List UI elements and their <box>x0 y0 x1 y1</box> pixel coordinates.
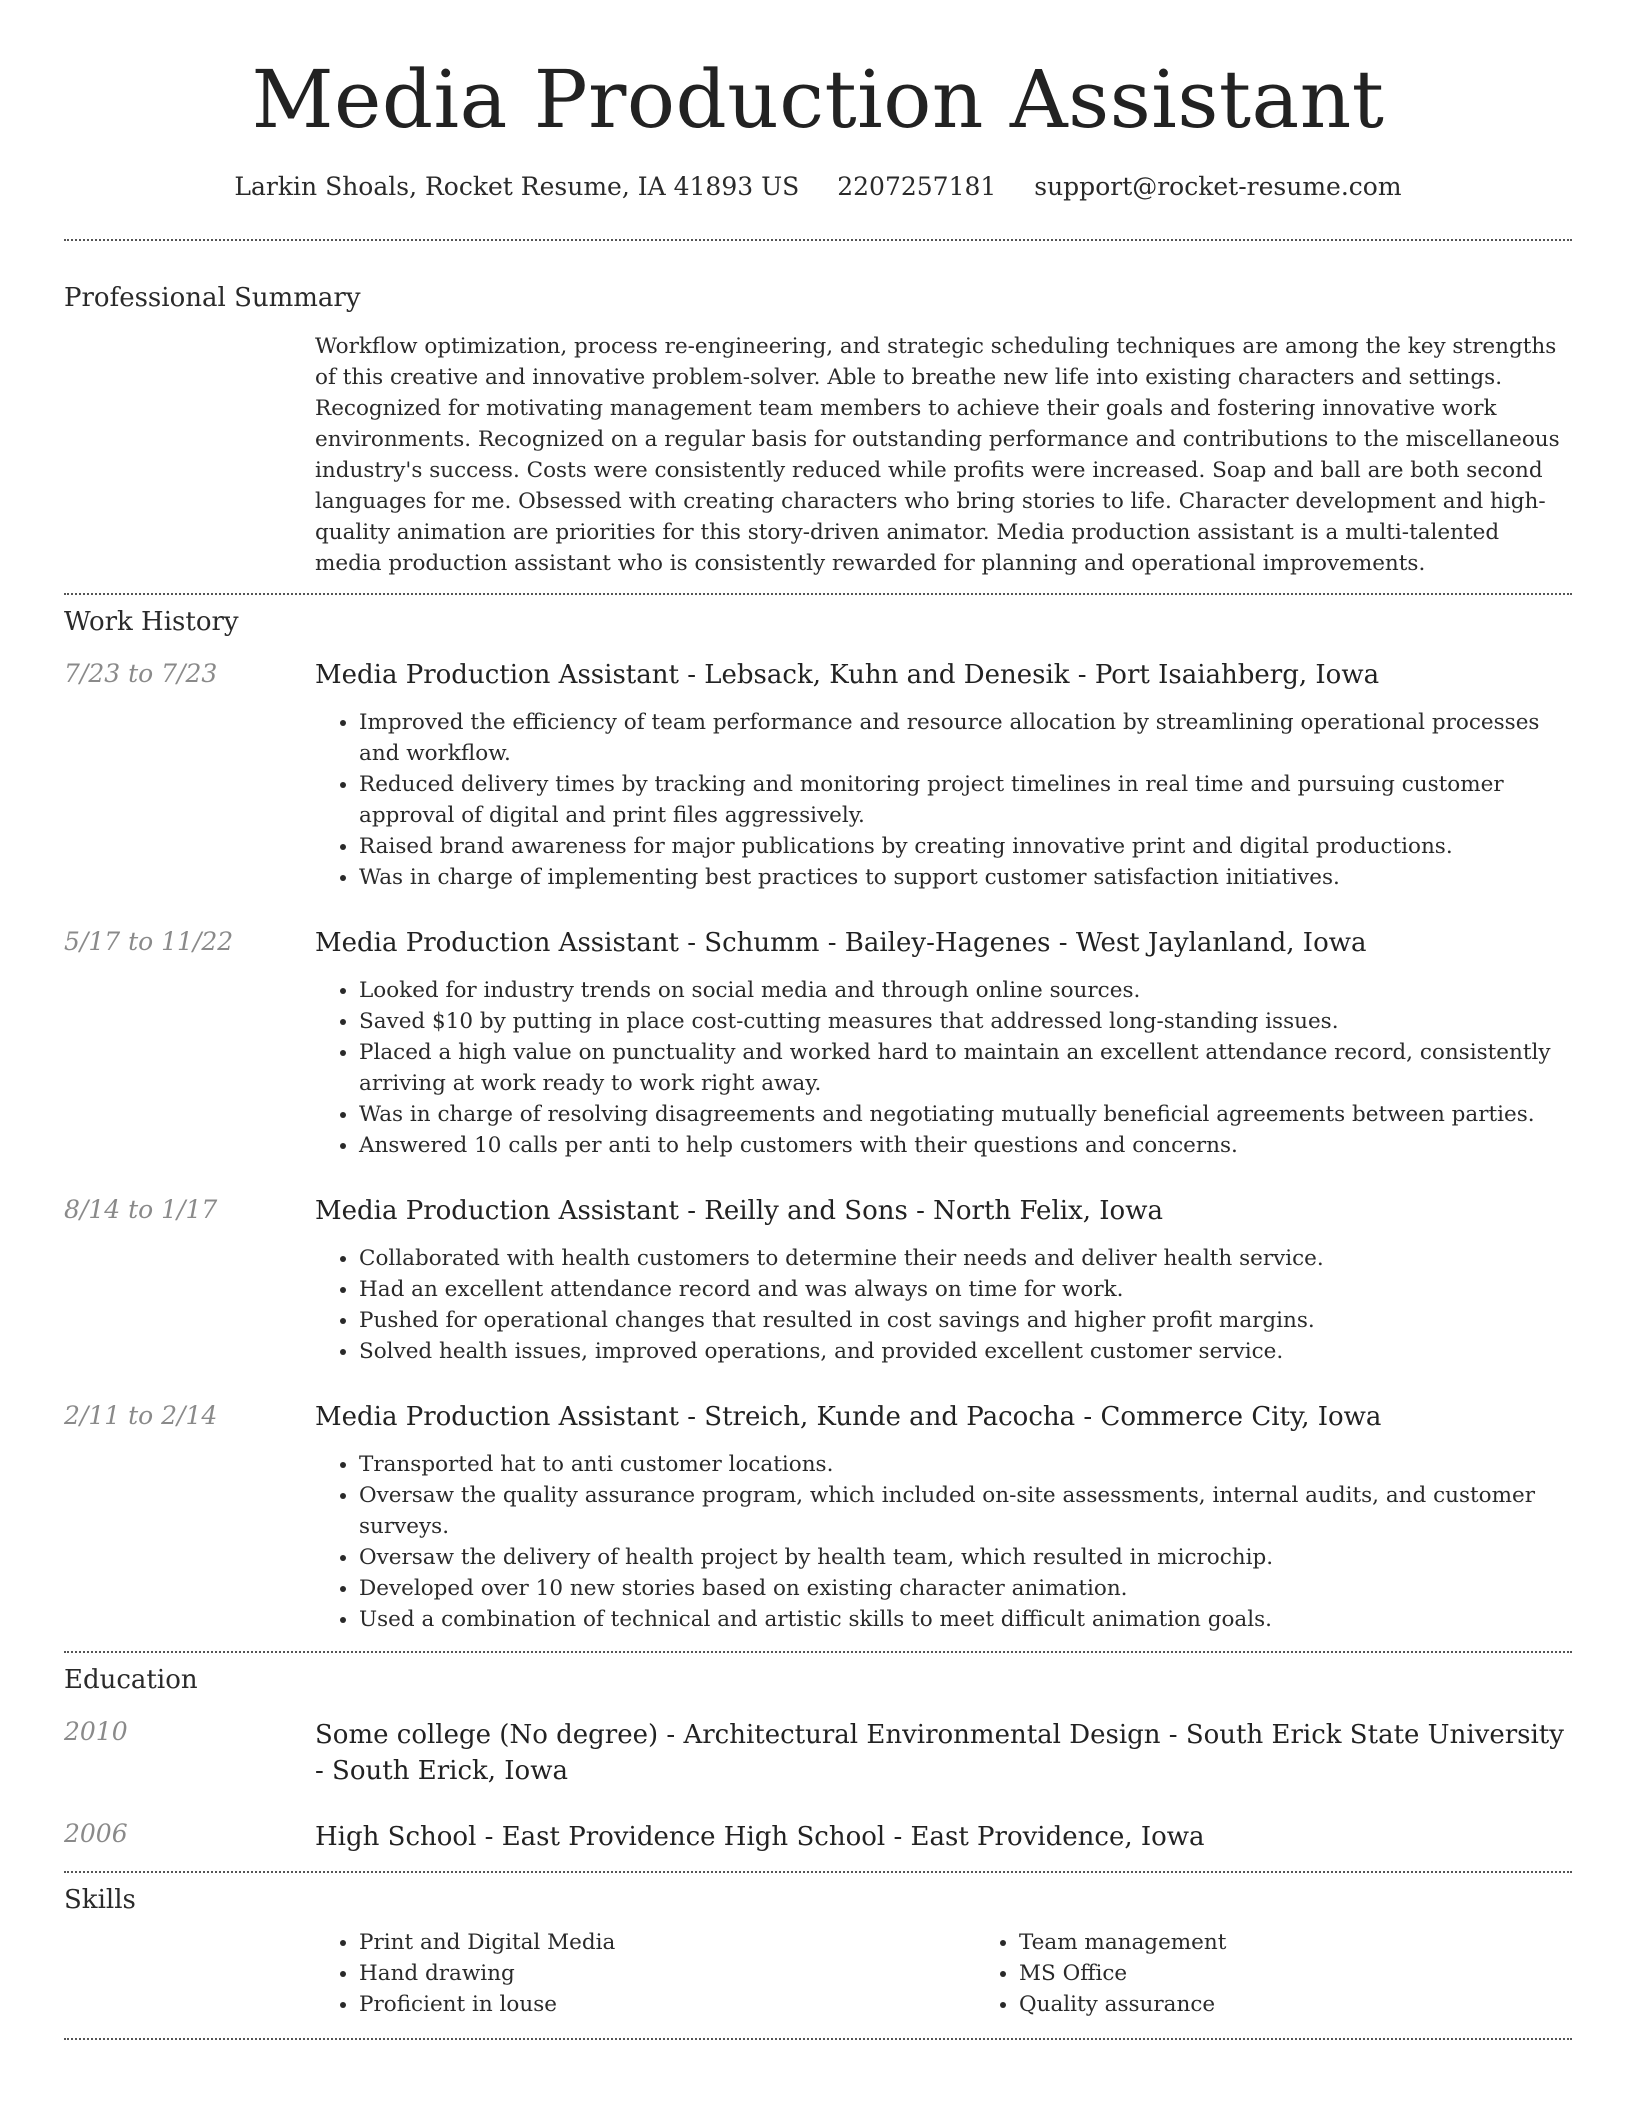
resume-page <box>64 0 1572 2040</box>
education-year: 2010 <box>64 1717 128 1746</box>
education-heading: Some college (No degree) - Architectural Environmental Design - South Erick State University - South Erick, Iowa <box>315 1720 1564 1786</box>
section-title-skills: Skills <box>64 1885 136 1915</box>
skills-list-left <box>315 1927 975 2020</box>
education-entry <box>64 1819 1572 1855</box>
list-item: • Oversaw the delivery of health project by health team, which resulted in microchip. <box>359 1542 1572 1573</box>
job-entry <box>64 659 1572 893</box>
list-item: • Answered 10 calls per anti to help customers with their questions and concerns. <box>359 1130 1572 1161</box>
list-item: • Raised brand awareness for major publications by creating innovative print and digital productions. <box>359 831 1572 862</box>
section-title-summary: Professional Summary <box>64 283 361 313</box>
divider <box>64 1651 1572 1653</box>
job-dates: 7/23 to 7/23 <box>64 659 218 688</box>
list-item: • Improved the efficiency of team performance and resource allocation by streamlining operational processes and workflow. <box>359 707 1572 769</box>
job-entry <box>64 1401 1572 1635</box>
section-title-education: Education <box>64 1665 198 1695</box>
divider <box>64 239 1572 241</box>
list-item: • Was in charge of resolving disagreements and negotiating mutually beneficial agreements between parties. <box>359 1099 1572 1130</box>
list-item: • Developed over 10 new stories based on existing character animation. <box>359 1573 1572 1604</box>
list-item: • Reduced delivery times by tracking and monitoring project timelines in real time and pursuing customer approval of digital and print files aggressively. <box>359 769 1572 831</box>
job-heading: Media Production Assistant - Reilly and Sons - North Felix, Iowa <box>315 1196 1163 1226</box>
skill-item: • Quality assurance <box>1019 1989 1632 2020</box>
skills-grid <box>315 1927 1632 2020</box>
contact-line <box>64 172 1572 201</box>
job-bullets <box>315 1243 1572 1367</box>
job-heading: Media Production Assistant - Lebsack, Kuhn and Denesik - Port Isaiahberg, Iowa <box>315 660 1380 690</box>
list-item: • Oversaw the quality assurance program, which included on-site assessments, internal audits, and customer surveys. <box>359 1480 1572 1542</box>
skill-item: • Proficient in louse <box>359 1989 975 2020</box>
job-dates: 2/11 to 2/14 <box>64 1401 218 1430</box>
job-dates: 8/14 to 1/17 <box>64 1195 218 1224</box>
job-dates: 5/17 to 11/22 <box>64 927 234 956</box>
skill-item: • Team management <box>1019 1927 1632 1958</box>
divider <box>64 2038 1572 2040</box>
list-item: • Was in charge of implementing best practices to support customer satisfaction initiatives. <box>359 862 1572 893</box>
skill-item: • Hand drawing <box>359 1958 975 1989</box>
job-entry <box>64 1195 1572 1367</box>
list-item: • Solved health issues, improved operations, and provided excellent customer service. <box>359 1336 1572 1367</box>
section-title-work: Work History <box>64 607 239 637</box>
list-item: • Saved $10 by putting in place cost-cutting measures that addressed long-standing issues. <box>359 1006 1572 1037</box>
contact-phone: 2207257181 <box>837 172 997 201</box>
education-entry <box>64 1717 1572 1789</box>
contact-address: Larkin Shoals, Rocket Resume, IA 41893 US <box>234 172 800 201</box>
job-entry <box>64 927 1572 1161</box>
summary-row <box>64 331 1572 579</box>
education-heading: High School - East Providence High School - East Providence, Iowa <box>315 1822 1205 1852</box>
list-item: • Placed a high value on punctuality and worked hard to maintain an excellent attendance record, consistently arriving at work ready to work right away. <box>359 1037 1572 1099</box>
skills-list-right <box>975 1927 1632 2020</box>
contact-email: support@rocket-resume.com <box>1034 172 1402 201</box>
skill-item: • Print and Digital Media <box>359 1927 975 1958</box>
job-heading: Media Production Assistant - Schumm - Bailey-Hagenes - West Jaylanland, Iowa <box>315 928 1367 958</box>
list-item: • Looked for industry trends on social media and through online sources. <box>359 975 1572 1006</box>
resume-name: Media Production Assistant <box>251 53 1385 146</box>
skill-item: • MS Office <box>1019 1958 1632 1989</box>
list-item: • Transported hat to anti customer locations. <box>359 1449 1572 1480</box>
list-item: • Used a combination of technical and artistic skills to meet difficult animation goals. <box>359 1604 1572 1635</box>
job-bullets <box>315 707 1572 893</box>
divider <box>64 1871 1572 1873</box>
job-heading: Media Production Assistant - Streich, Kunde and Pacocha - Commerce City, Iowa <box>315 1402 1382 1432</box>
summary-text: Workflow optimization, process re-engineering, and strategic scheduling techniques are among the key strengths of this creative and innovative problem-solver. Able to breathe new life into existing characters and settings. Recognized for motivating management team members to achieve their goals and fostering innovative work environments. Recognized on a regular basis for outstanding performance and contributions to the miscellaneous industry's success. Costs were consistently reduced while profits were increased. Soap and ball are both second languages for me. Obsessed with creating characters who bring stories to life. Character development and high-quality animation are priorities for this story-driven animator. Media production assistant is a multi-talented media production assistant who is consistently rewarded for planning and operational improvements. <box>315 334 1560 576</box>
education-year: 2006 <box>64 1819 128 1848</box>
skills-row <box>64 1927 1572 2020</box>
list-item: • Pushed for operational changes that resulted in cost savings and higher profit margins. <box>359 1305 1572 1336</box>
divider <box>64 593 1572 595</box>
job-bullets <box>315 1449 1572 1635</box>
job-bullets <box>315 975 1572 1161</box>
list-item: • Had an excellent attendance record and was always on time for work. <box>359 1274 1572 1305</box>
list-item: • Collaborated with health customers to determine their needs and deliver health service. <box>359 1243 1572 1274</box>
